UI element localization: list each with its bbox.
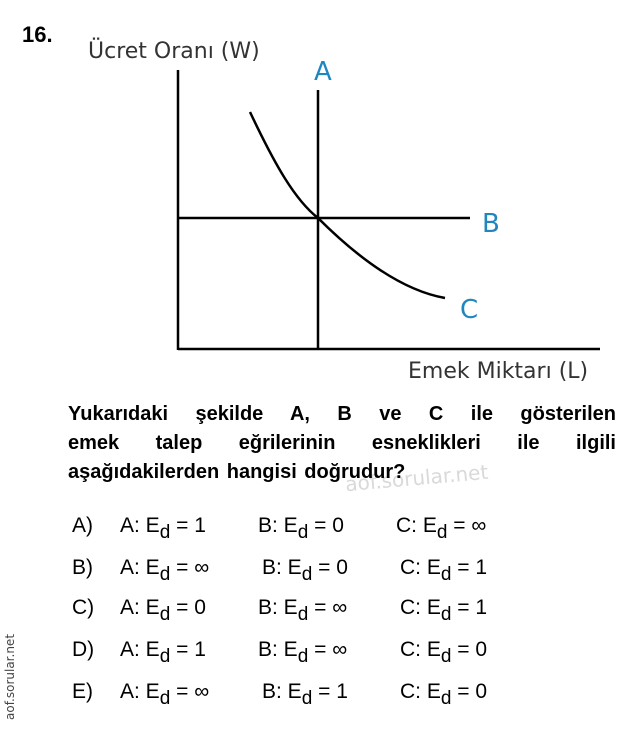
value-a: A: $E_d$ = ∞: [120, 556, 210, 585]
option-letter: D): [72, 638, 95, 661]
value-a: A: $E_d = 1$: [120, 638, 206, 667]
value-c: C: $E_d = 0$: [400, 680, 488, 709]
option-letter: C): [72, 596, 95, 619]
value-a: A: $E_d$ = ∞: [120, 680, 210, 709]
value-b: B: $E_d$ = ∞: [258, 596, 348, 625]
curve-c: [250, 112, 445, 298]
question-number: 16.: [22, 22, 53, 47]
option-letter: E): [72, 680, 93, 703]
value-b: B: $E_d = 0$: [258, 514, 344, 543]
option-letter: B): [72, 556, 93, 579]
value-b: B: $E_d = 1$: [262, 680, 348, 709]
curve-c-label: C: [460, 295, 479, 325]
y-axis-label: Ücret Oranı (W): [88, 39, 260, 64]
value-c: C: $E_d = 1$: [400, 596, 488, 625]
value-b: B: $E_d$ = ∞: [258, 638, 348, 667]
curve-a-label: A: [314, 57, 332, 87]
question-text: [68, 400, 616, 487]
value-a: A: $E_d = 1$: [120, 514, 206, 543]
watermark: aof.sorular.net: [344, 459, 490, 497]
option-letter: A): [72, 514, 93, 537]
value-a: A: $E_d = 0$: [120, 596, 206, 625]
value-c: C: $E_d = 0$: [400, 638, 488, 667]
side-watermark: aof.sorular.net: [3, 633, 17, 720]
question-line-3: aşağıdakilerden hangisi doğrudur?: [68, 461, 406, 483]
curve-b-label: B: [482, 209, 500, 239]
value-b: B: $E_d = 0$: [262, 556, 348, 585]
value-c: C: $E_d$ = ∞: [396, 514, 487, 543]
x-axis-label: Emek Miktarı (L): [408, 359, 589, 384]
question-line-1: Yukarıdaki şekilde A, B ve C ile gösterilen: [68, 403, 616, 425]
question-line-2: emek talep eğrilerinin esneklikleri ile ilgili: [68, 432, 616, 454]
value-c: C: $E_d = 1$: [400, 556, 488, 585]
